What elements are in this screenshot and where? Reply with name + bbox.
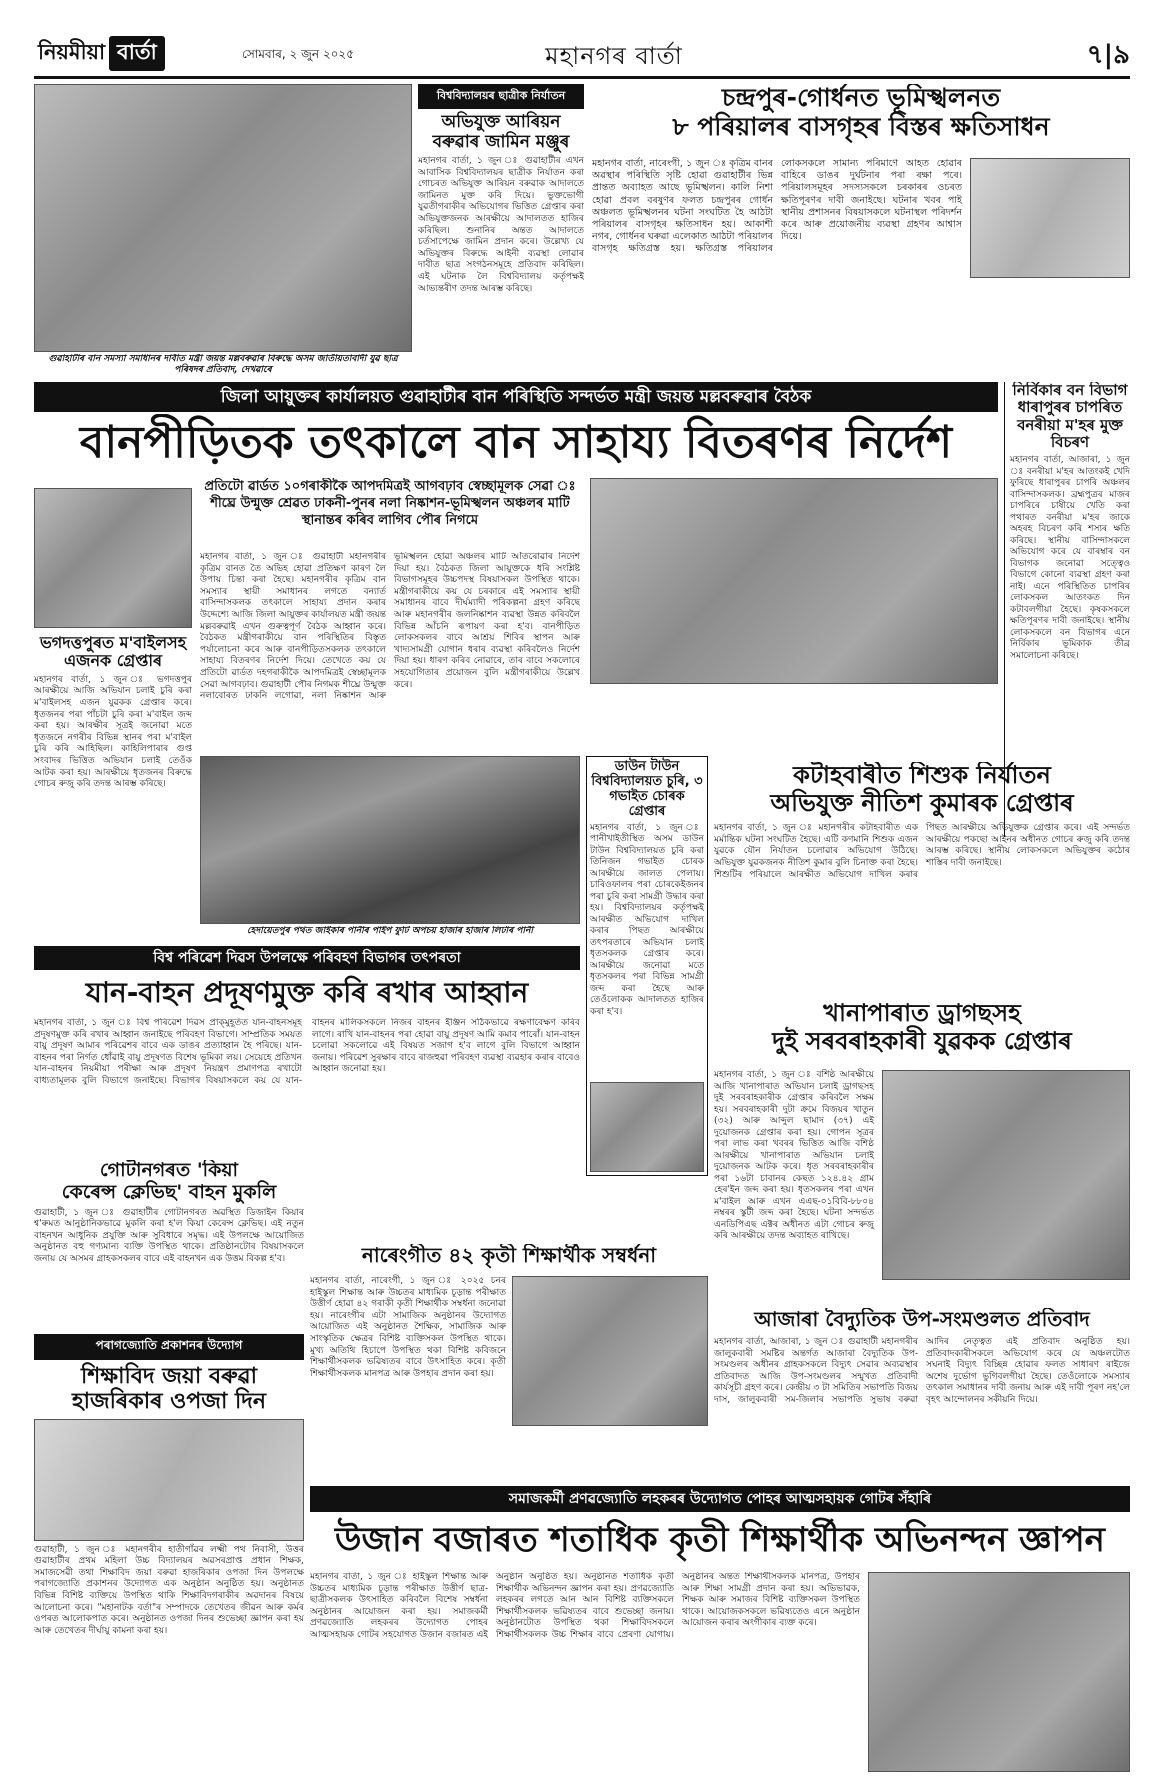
- story-landslide-body: মহানগৰ বাৰ্তা, নাৰেংগী, ১ জুন ঃ কৃত্ৰিম বানৰ অৱস্থাৰ পৰিস্থিতি সৃষ্টি হোৱা গুৱাহাটীৰ ভিন্ন প্ৰান্তত অব্যাহত আছে ভূমিস্খলন। কালি নিশা হোৱা প্ৰবল বৰষুণৰ ফলত চন্দ্ৰপুৰৰ গোৰ্ধন অঞ্চলত ভূমিস্খলনৰ ঘটনা সংঘটিত হৈ আঠটা পৰিয়ালৰ বাসগৃহৰ ক্ষতিসাধন হয়। আকাশী নগৰ, গোৰ্ধনৰ ঘৰুৱা এলেকাত আঠটা পৰিয়ালৰ বাসগৃহ ক্ষতিগ্ৰস্ত হয়। ক্ষতিগ্ৰস্ত পৰিয়ালৰ লোকসকলে সামান্য পৰিমাণে আহত হোৱাৰ বাহিৰে ডাঙৰ দুৰ্ঘটনাৰ পৰা ৰক্ষা পৰে। পৰিয়ালসমূহৰ সদস্যসকলে চৰকাৰৰ ওচৰত ক্ষতিপূৰণৰ দাবী জনাইছে। ঘটনাৰ খবৰ পাই স্থানীয় প্ৰশাসনৰ বিষয়াসকলে ঘটনাস্থল পৰিদৰ্শন কৰে আৰু প্ৰয়োজনীয় ব্যৱস্থা গ্ৰহণৰ আশ্বাস দিয়ে।: [592, 158, 962, 255]
- drugs-arrest-photo: [882, 1070, 1130, 1280]
- flood-headline: বানপীড়িতক তৎকালে বান সাহায্য বিতৰণৰ নিৰ্দেশ: [79, 417, 953, 468]
- story-buffalo-body: মহানগৰ বাৰ্তা, আজাৰা, ১ জুন ঃ বনৰীয়া ম'হৰ আতংকই খেদি ফুৰিছে ধাৰাপুৰৰ চাপৰি অঞ্চলৰ বাসিন্দাসকলক। ব্ৰহ্মপুত্ৰৰ মাজৰ চাপৰিৰে চাষীয়ে খেতি কৰা পথাৰত বনৰীয়া ম'হৰ জাকে অহৰহ বিচৰণ কৰি শস্যৰ ক্ষতি কৰিছে। স্থানীয় বাসিন্দাসকলে অভিযোগ কৰে যে বাৰম্বাৰ বন বিভাগক জনোৱা সত্ত্বেও বিভাগে কোনো ব্যৱস্থা গ্ৰহণ কৰা নাই। এনে পৰিস্থিতিত চাপৰিৰ লোকসকল আতংকত দিন কটাবলগীয়া হৈছে। কৃষকসকলে ক্ষতিপূৰণৰ দাবী জনাইছে। স্থানীয় লোকসকলে বন বিভাগৰ এনে নিৰ্বিকাৰ ভূমিকাক তীব্ৰ সমালোচনা কৰিছে।: [1010, 455, 1130, 661]
- story-buffalo-headline: নিৰ্বিকাৰ বন বিভাগ ধাৰাপুৰৰ চাপৰিত বনৰীয়া ম'হৰ মুক্ত বিচৰণ: [1012, 382, 1128, 451]
- students-body: মহানগৰ বাৰ্তা, ১ জুন ঃ হাইস্কুল শিক্ষান্ত আৰু উচ্চতৰ মাধ্যমিক চূড়ান্ত পৰীক্ষাত উত্তীৰ্ণ ছাত্ৰ-ছাত্ৰীসকলক উৎসাহিত কৰিবলৈ বিশেষ সম্বৰ্ধনা অনুষ্ঠানৰ আয়োজন কৰা হয়। সমাজকৰ্মী প্ৰণৱজ্যোতি লহকৰৰ উদ্যোগত পোহৰ আত্মসহায়ক গোটৰ সহযোগত উজান বজাৰত এই অনুষ্ঠান অনুষ্ঠিত হয়। অনুষ্ঠানত শতাধিক কৃতী শিক্ষাৰ্থীক অভিনন্দন জ্ঞাপন কৰা হয়। প্ৰণৱজ্যোতি লহকৰৰ লগতে আন আন বিশিষ্ট ব্যক্তিসকলে শিক্ষাৰ্থীসকলক ভৱিষ্যতৰ বাবে শুভেচ্ছা জনায়। অনুষ্ঠানটোত উপস্থিত থকা শিক্ষাবিদসকলে শিক্ষাৰ্থীসকলক উচ্চ শিক্ষাৰ বাবে প্ৰেৰণা যোগায়। অনুষ্ঠানৰ অন্তত শিক্ষাৰ্থীসকলক মানপত্ৰ, উপহাৰ আৰু শিক্ষা সামগ্ৰী প্ৰদান কৰা হয়। অভিভাৱক, শিক্ষক আৰু সমাজৰ বিশিষ্ট ব্যক্তিসকল উপস্থিত থাকে। আয়োজকসকলে ভৱিষ্যতেও এনে অনুষ্ঠান আয়োজন কৰাৰ অংগীকাৰ ব্যক্ত কৰে।: [310, 1572, 860, 1640]
- story-protest-headline: আজাৰা বৈদ্যুতিক উপ-সংমণ্ডলত প্ৰতিবাদ: [754, 1308, 1090, 1331]
- masthead-date: সোমবাৰ, ২ জুন ২০২৫: [242, 47, 355, 61]
- story-birthday: [34, 1334, 304, 1774]
- story-university-headline: ডাউন টাউন বিশ্ববিদ্যালয়ত চুৰি, ৩ গভাইত চোৰক গ্ৰেপ্তাৰ: [591, 759, 703, 819]
- page-number: ৭|৯: [1086, 40, 1130, 70]
- flood-body-cont: [590, 688, 998, 748]
- students-photo: [868, 1572, 1130, 1772]
- story-mobile-headline: ভগদত্তপুৰত ম'বাইলসহ এজনক গ্ৰেপ্তাৰ: [39, 634, 187, 671]
- story-bail: [418, 84, 584, 380]
- story-kia: [34, 1160, 304, 1330]
- story-felicitation-headline: নাৰেংগীত ৪২ কৃতী শিক্ষাৰ্থীক সম্বৰ্ধনা: [361, 1244, 657, 1267]
- story-university-theft: [586, 756, 708, 1176]
- story-kia-headline-1: গোটানগৰত 'কিয়া: [99, 1160, 239, 1181]
- story-mobile-body: মহানগৰ বাৰ্তা, ১ জুন ঃ ভগদত্তপুৰ আৰক্ষীয়ে আজি অভিযান চলাই চুৰি কৰা ম'বাইলসহ এজন যুৱকক গ্ৰেপ্তাৰ কৰে। ধৃতজনৰ পৰা পাঁচটা চুৰি কৰা ম'বাইল জব্দ কৰা হয়। আৰক্ষীৰ সূত্ৰই জনোৱা মতে ধৃতজনে নগৰীৰ বিভিন্ন স্থানৰ পৰা ম'বাইল চুৰি কৰি আহিছিল। কাহিলিপাৰাৰ গুপ্ত সংবাদৰ ভিত্তিত অভিযান চলাই তেওঁক আটক কৰা হয়। আৰক্ষীয়ে ধৃতজনৰ বিৰুদ্ধে গোচৰ ৰুজু কৰি তদন্ত আৰম্ভ কৰিছে।: [34, 674, 192, 790]
- story-child-headline-2: অভিযুক্ত নীতিশ কুমাৰক গ্ৰেপ্তাৰ: [770, 788, 1074, 817]
- story-child-abuse: [714, 762, 1130, 932]
- story-bail-headline: অভিযুক্ত আৰিয়ন বৰুৱাৰ জামিন মঞ্জুৰ: [432, 112, 570, 152]
- landslide-photo: [970, 158, 1130, 278]
- story-drugs-headline-1: খানাপাৰাত ড্ৰাগছসহ: [823, 1000, 1021, 1027]
- story-university-body: মহানগৰ বাৰ্তা, ১ জুন ঃ পানীখাইতীস্থিত অসম ডাউন টাউন বিশ্ববিদ্যালয়ত চুৰি কৰা তিনিজন গভাইত চোৰক আৰক্ষীয়ে জালত পেলায়। চাৰিওফালৰ পৰা চোৰকেইজনৰ পৰা চুৰি কৰা সামগ্ৰী উদ্ধাৰ কৰা হয়। বিশ্ববিদ্যালয়ৰ কৰ্তৃপক্ষই আৰক্ষীত অভিযোগ দাখিল কৰাৰ পিছত আৰক্ষীয়ে তৎপৰতাৰে অভিযান চলাই ধৃতসকলক গ্ৰেপ্তাৰ কৰে। আৰক্ষীয়ে জনোৱা মতে ধৃতসকলৰ পৰা বিভিন্ন সামগ্ৰী জব্দ কৰা হৈছে আৰু তেওঁলোকক আদালতত হাজিৰ কৰা হ'ব।: [590, 822, 704, 1017]
- story-landslide: [592, 84, 1130, 380]
- birthday-photo: [34, 1419, 304, 1541]
- students-kicker: সমাজকৰ্মী প্ৰণৱজ্যোতি লহকৰৰ উদ্যোগত পোহৰ আত্মসহায়ক গোটৰ সঁহাৰি: [310, 1486, 1130, 1512]
- story-child-headline-1: কটাহবাৰীত শিশুক নিৰ্যাতন: [793, 762, 1051, 789]
- paper-logo: [34, 36, 165, 70]
- story-kia-headline-2: কেৰেন্স ক্লেভিছ' বাহন মুকলি: [61, 1180, 277, 1203]
- story-protest-power: [714, 1308, 1130, 1478]
- pipe-burst-caption: হেদায়েতপুৰ পথত জাইকাৰ পানীৰ পাইপ ফুটি অপচয় হাজাৰ হাজাৰ লিটাৰ পানী: [247, 926, 533, 936]
- story-child-body: মহানগৰ বাৰ্তা, ১ জুন ঃ মহানগৰীৰ কটাহবাৰীত এক মৰ্মান্তিক ঘটনা সংঘটিত হৈছে। এটি কণমানি শিশুক এজন যুৱকে যৌন নিৰ্যাতন চলোৱাৰ অভিযোগ উঠিছে। অভিযুক্ত যুৱকজনক নীতিশ কুমাৰ বুলি চিনাক্ত কৰা হৈছে। শিশুটিৰ পৰিয়ালে আৰক্ষীত অভিযোগ দাখিল কৰাৰ পিছত আৰক্ষীয়ে অভিযুক্তক গ্ৰেপ্তাৰ কৰে। এই সন্দৰ্ভত আৰক্ষীয়ে পকছো আইনৰ অধীনত গোচৰ ৰুজু কৰি তদন্ত আৰম্ভ কৰিছে। স্থানীয় লোকসকলে অভিযুক্তৰ কঠোৰ শাস্তিৰ দাবী জনাইছে।: [714, 823, 1130, 880]
- paper-name-right: বাৰ্তা: [109, 36, 165, 71]
- meeting-photo: [590, 478, 998, 684]
- pipe-burst-photo: [200, 756, 580, 924]
- story-birthday-headline-1: শিক্ষাবিদ জয়া বৰুৱা: [80, 1364, 257, 1389]
- masthead: [34, 34, 1130, 74]
- masthead-rule: [34, 76, 1130, 79]
- story-felicitation-body: মহানগৰ বাৰ্তা, নাৰেংগী, ১ জুন ঃ ২০২৫ চনৰ হাইস্কুল শিক্ষান্ত আৰু উচ্চতৰ মাধ্যমিক চূড়ান্ত পৰীক্ষাত উত্তীৰ্ণ হোৱা ৪২ গৰাকী কৃতী শিক্ষাৰ্থীক সম্বৰ্ধনা জনোৱা হয়। নাৰেংগীৰ এটা সামাজিক অনুষ্ঠানৰ উদ্যোগত আয়োজিত এই অনুষ্ঠানত শৈক্ষিক, সামাজিক আৰু সাংস্কৃতিক ক্ষেত্ৰৰ বিশিষ্ট ব্যক্তিসকল উপস্থিত থাকে। মুখ্য অতিথি হিচাপে উপস্থিত থকা বিশিষ্ট কবিজনে শিক্ষাৰ্থীসকলক ভৱিষ্যতৰ বাবে উৎসাহিত কৰে। কৃতী শিক্ষাৰ্থীসকলক মানপত্ৰ আৰু উপহাৰ প্ৰদান কৰা হয়।: [310, 1276, 506, 1379]
- story-bail-body: মহানগৰ বাৰ্তা, ১ জুন ঃ গুৱাহাটীৰ এখন আবাসিক বিশ্ববিদ্যালয়ৰ ছাত্ৰীক নিৰ্যাতন কৰা গোচৰত অভিযুক্ত আৰিয়ন বৰুৱাক আদালতে জামিনত মুক্ত কৰি দিয়ে। ভুক্তভোগী যুৱতীগৰাকীৰ অভিযোগৰ ভিত্তিত গ্ৰেপ্তাৰ কৰা অভিযুক্তজনক আৰক্ষীয়ে আদালতত হাজিৰ কৰিছিল। শুনানিৰ অন্তত আদালতে চৰ্তসাপেক্ষে জামিন প্ৰদান কৰে। উল্লেখ্য যে অভিযুক্তৰ বিৰুদ্ধে আইনী ব্যৱস্থা লোৱাৰ দাবীত ছাত্ৰ সংগঠনসমূহে প্ৰতিবাদ কৰিছিল। এই ঘটনাক লৈ বিশ্ববিদ্যালয় কৰ্তৃপক্ষই আভ্যন্তৰীণ তদন্ত আৰম্ভ কৰিছে।: [418, 156, 584, 294]
- flood-subhead: প্ৰতিটো ৱাৰ্ডত ১০গৰাকীকৈ আপদমিত্ৰই আগবঢ়াব স্বেচ্ছামূলক সেৱা ঃ শীঘ্ৰে উন্মুক্ত শ্ৰেৱত ঢাকনী-পুনৰ নলা নিষ্কাশন-ভূমিস্খলন অঞ্চলৰ মাটি স্থানান্তৰ কৰিব লাগিব পৌৰ নিগমে: [204, 479, 576, 528]
- story-mobile: [34, 634, 192, 904]
- felicitation-photo: [512, 1276, 708, 1426]
- story-birthday-body: গুৱাহাটী, ১ জুন ঃ মহানগৰীৰ হাতীগাঁৱৰ লক্ষ্মী পথ নিবাসী, উত্তৰ গুৱাহাটীৰ প্ৰথম মহিলা উচ্চ বিদ্যালয়ৰ অৱসৰপ্ৰাপ্ত প্ৰধান শিক্ষক, সমাজসেৱী তথা শিক্ষাবিদ জয়া বৰুৱা হাজৰিকাৰ ওপজা দিন উপলক্ষে পৰাগজ্যোতি প্ৰকাশনৰ উদ্যোগত এক অনুষ্ঠান অনুষ্ঠিত হয়। অনুষ্ঠানত বিভিন্ন বিশিষ্ট ব্যক্তিয়ে উপস্থিত থাকি শিক্ষাবিদগৰাকীৰ অৱদানৰ বিষয়ে আলোচনা কৰে। "মহানাটক বৰ্তা"ৰ সম্পাদকে তেখেতৰ জীৱন আৰু কৰ্মৰ ওপৰত আলোকপাত কৰে। অনুষ্ঠানত ওপজা দিনৰ শুভেচ্ছা জ্ঞাপন কৰা হয় আৰু তেখেতৰ দীৰ্ঘায়ু কামনা কৰা হয়।: [34, 1544, 304, 1636]
- pollution-kicker: বিশ্ব পৰিৱেশ দিৱস উপলক্ষে পৰিবহণ বিভাগৰ তৎপৰতা: [34, 946, 580, 970]
- story-kia-body: গুৱাহাটী, ১ জুন ঃ গুৱাহাটীৰ গোটানগৰত অৱস্থিত ডিজাইন কিয়াৰ শ্ব'ৰুমত আনুষ্ঠানিকভাৱে মুকলি কৰা হ'ল কিয়া কেৰেন্স ক্লেভিছ। এই নতুন বাহনখন আধুনিক প্ৰযুক্তি আৰু সুবিধাৰে সমৃদ্ধ। এই উপলক্ষে আয়োজিত অনুষ্ঠানত বহু গণ্যমান্য ব্যক্তি উপস্থিত থাকে। প্ৰতিষ্ঠানটোৰ বিষয়াসকলে জনায় যে অসমৰ গ্ৰাহকসকলৰ বাবে এই বাহনখন এক উত্তম বিকল্প হ'ব।: [34, 1207, 304, 1264]
- story-landslide-headline-1: চন্দ্ৰপুৰ-গোৰ্ধনত ভূমিস্খলনত: [721, 84, 1001, 112]
- story-birthday-kicker: পৰাগজ্যোতি প্ৰকাশনৰ উদ্যোগ: [34, 1334, 304, 1360]
- story-landslide-headline-2: ৮ পৰিয়ালৰ বাসগৃহৰ বিস্তৰ ক্ষতিসাধন: [672, 111, 1050, 141]
- pollution-body: মহানগৰ বাৰ্তা, ১ জুন ঃ বিশ্ব পৰিৱেশ দিৱস প্ৰাক্‌মুহূৰ্তত যান-বাহনসমূহ প্ৰদূষণমুক্ত কৰি ৰখাৰ আহ্বান জনাইছে পৰিবহণ বিভাগে। সাম্প্ৰতিক সময়ত বায়ু প্ৰদূষণ আমাৰ পৰিৱেশৰ বাবে এক ডাঙৰ প্ৰত্যাহ্বান হৈ পৰিছে। যান-বাহনৰ পৰা নিৰ্গত ধোঁৱাই বায়ু প্ৰদূষণত বিশেষ ভূমিকা লয়। সেয়েহে প্ৰতিখন যান-বাহনৰ নিয়মীয়া পৰীক্ষা আৰু প্ৰদূষণ নিয়ন্ত্ৰণ প্ৰমাণপত্ৰ ৰখাটো বাধ্যতামূলক বুলি বিভাগে জনাইছে। বিভাগৰ বিষয়াসকলে কয় যে যান-বাহনৰ মালিকসকলে নিজৰ বাহনৰ ইঞ্জিন সঠিকভাৱে ৰক্ষণাবেক্ষণ কৰিব লাগে। ৰাখি যান-বাহনৰ পৰা হোৱা বায়ু প্ৰদূষণ আমি কমাব পাৰোঁ। যান-বাহন চলোৱা সকলোৱে এই বিষয়ত সজাগ হ'ব লাগে বুলি বিভাগে আহ্বান জনায়। পৰিৱেশ সুৰক্ষাৰ বাবে ৰাজহুৱা পৰিবহণ ব্যৱস্থা ব্যৱহাৰ কৰাৰ বাবেও আহ্বান জনোৱা হয়।: [34, 1018, 580, 1086]
- story-bail-kicker: বিশ্ববিদ্যালয়ৰ ছাত্ৰীক নিৰ্যাতন: [418, 84, 584, 109]
- section-title: মহানগৰ বাৰ্তা: [545, 42, 683, 70]
- students-headline: উজান বজাৰত শতাধিক কৃতী শিক্ষাৰ্থীক অভিনন্দন জ্ঞাপন: [335, 1520, 1105, 1560]
- pollution-headline: যান-বাহন প্ৰদূষণমুক্ত কৰি ৰখাৰ আহ্বান: [85, 976, 529, 1009]
- thieves-photo: [590, 1082, 704, 1172]
- protest-photo-caption: গুৱাহাটীৰ বান সমস্যা সমাধানৰ দাবীত মন্ত্ৰী জয়ন্ত মল্লবৰুৱাৰ বিৰুদ্ধে অসম জাতীয়তাবাদী যুৱ ছাত্ৰ পৰিষদৰ প্ৰতিবাদ, দেখৱাৰে: [48, 354, 398, 375]
- flood-body: মহানগৰ বাৰ্তা, ১ জুন ঃ গুৱাহাটী মহানগৰীৰ কৃত্ৰিম বানত তৈ অভিহ হোৱা প্ৰতিক্ষণ কাৰণ লৈ উপায় চিন্তা কৰা হৈছে। মহানগৰীৰ কৃত্ৰিম বান সমস্যাৰ স্থায়ী সমাধানৰ লগতে বন্যাৰ্ত বাসিন্দাসকলক তৎকালে সাহায্য প্ৰদান কৰাৰ উদ্দেশ্যে আজি জিলা আয়ুক্তৰ কাৰ্যালয়ত মন্ত্ৰী জয়ন্ত মল্লবৰুৱাই এখন গুৰুত্বপূৰ্ণ বৈঠক আহ্বান কৰে। বৈঠকত মন্ত্ৰীগৰাকীয়ে বান পৰিস্থিতিৰ বিস্তৃত পৰ্যালোচনা কৰে আৰু বানপীড়িতসকলক তৎকালে সাহায্য বিতৰণৰ নিৰ্দেশ দিয়ে। তেখেতে কয় যে প্ৰতিটো ৱাৰ্ডত দহগৰাকীকৈ আপদমিত্ৰই স্বেচ্ছামূলক সেৱা আগবঢ়াব। গুৱাহাটী পৌৰ নিগমক শীঘ্ৰে উন্মুক্ত নলাবোৰত ঢাকনি লগোৱা, নলা নিষ্কাশন আৰু ভূমিস্খলন হোৱা অঞ্চলৰ মাটি আঁতৰোৱাৰ নিৰ্দেশ দিয়া হয়। বৈঠকত জিলা আয়ুক্তকে ধৰি সংশ্লিষ্ট বিভাগসমূহৰ উচ্চপদস্থ বিষয়াসকল উপস্থিত থাকে। মন্ত্ৰীগৰাকীয়ে কয় যে চৰকাৰে এই সমস্যাৰ স্থায়ী সমাধানৰ বাবে দীৰ্ঘম্যাদী পৰিকল্পনা গ্ৰহণ কৰিছে আৰু মহানগৰীৰ জলনিষ্কাশন ব্যৱস্থা উন্নত কৰিবলৈ বিভিন্ন আঁচনি ৰূপায়ণ কৰা হ'ব। বানপীড়িত লোকসকলৰ বাবে আশ্ৰয় শিবিৰ স্থাপন আৰু খাদ্যসামগ্ৰী যোগান ধৰাৰ ব্যৱস্থা কৰিবলৈও নিৰ্দেশ দিয়া হয়। ধাৰণ কৰিব নোৱাৰে, তাৰ বাবে সকলোৰে সহযোগিতাৰ প্ৰয়োজন বুলি মন্ত্ৰীগৰাকীয়ে উল্লেখ কৰে।: [200, 552, 580, 702]
- arrest-photo-mobile: [34, 488, 192, 628]
- story-drugs: [714, 1000, 1130, 1300]
- protest-photo: [34, 84, 412, 352]
- flood-kicker: জিলা আয়ুক্তৰ কাৰ্যালয়ত গুৱাহাটীৰ বান পৰিস্থিতি সন্দৰ্ভত মন্ত্ৰী জয়ন্ত মল্লবৰুৱাৰ বৈঠক: [34, 382, 998, 412]
- paper-name-left: নিয়মীয়া: [38, 39, 106, 64]
- story-drugs-headline-2: দুই সৰবৰাহকাৰী যুৱকক গ্ৰেপ্তাৰ: [772, 1026, 1072, 1055]
- story-protest-body: মহানগৰ বাৰ্তা, আজাৰা, ১ জুন ঃ গুৱাহাটী মহানগৰীৰ জালুকবাৰী সমষ্টিৰ অন্তৰ্গত আজাৰা বৈদ্যুতিক উপ-সংমণ্ডলৰ অধীনৰ গ্ৰাহকসকলে বিদ্যুৎ সেৱাৰ অব্যৱস্থাৰ প্ৰতিবাদত আজি উপ-সংমণ্ডলৰ সন্মুখত প্ৰতিবাদী কাৰ্যসূচী গ্ৰহণ কৰে। কেন্দ্ৰীয় ৩ টা সমিতিৰ সভাপতি বিজয় দাস, জালুকবাৰী সম-জিলাৰ সভাপতি সুভাষ বৰুৱা আদিৰ নেতৃত্বত এই প্ৰতিবাদ অনুষ্ঠিত হয়। প্ৰতিবাদকাৰীসকলে অভিযোগ কৰে যে অঞ্চলটোত সঘনাই বিদ্যুৎ বিচ্ছিন্ন হোৱাৰ ফলত সাধাৰণ ৰাইজে অশেষ দুৰ্ভোগ ভুগিবলগীয়া হৈছে। তেওঁলোকে সমস্যাৰ তৎকাল সমাধানৰ দাবী জনায় আৰু এই দাবী পূৰণ নহ'লে বৃহৎ আন্দোলনৰ সকীয়নি দিয়ে।: [714, 1337, 1130, 1405]
- story-birthday-headline-2: হাজৰিকাৰ ওপজা দিন: [72, 1389, 266, 1415]
- story-drugs-body: মহানগৰ বাৰ্তা, ১ জুন ঃ বশিষ্ঠ আৰক্ষীয়ে আজি খানাপাৰাত অভিযান চলাই ড্ৰাগছসহ দুই সৰবৰাহকাৰীক গ্ৰেপ্তাৰ কৰিবলৈ সক্ষম হয়। সৰবৰাহকাৰী দুটা ক্ৰমে বিজয়ৰ খাতুন (৩২) আৰু আব্দুল ছামাদ (৩৭) এই দুয়োজনক গ্ৰেপ্তাৰ কৰা হয়। গোপন সূত্ৰৰ পৰা লাভ কৰা খবৰৰ ভিত্তিত আজি বশিষ্ঠ আৰক্ষীয়ে খানাপাৰাত অভিযান চলাই দুয়োজনক আটক কৰে। ধৃত সৰবৰাহকাৰীৰ পৰা ১৬টা চাবানৰ কেছত ১২৪.৪২ গ্ৰাম হেৰ'ইন জব্দ কৰা হয়। ধৃতসকলৰ পৰা এখন ম'বাইল আৰু এখন এএছ-০১বিবি-৮৮০৪ নম্বৰৰ স্কুটী জব্দ কৰা হৈছে। ঘটনা সন্দৰ্ভত এনডিপিএছ এক্টৰ অধীনত এটা গোচৰ ৰুজু কৰি আৰক্ষীয়ে তদন্ত অব্যাহত ৰাখিছে।: [714, 1070, 874, 1241]
